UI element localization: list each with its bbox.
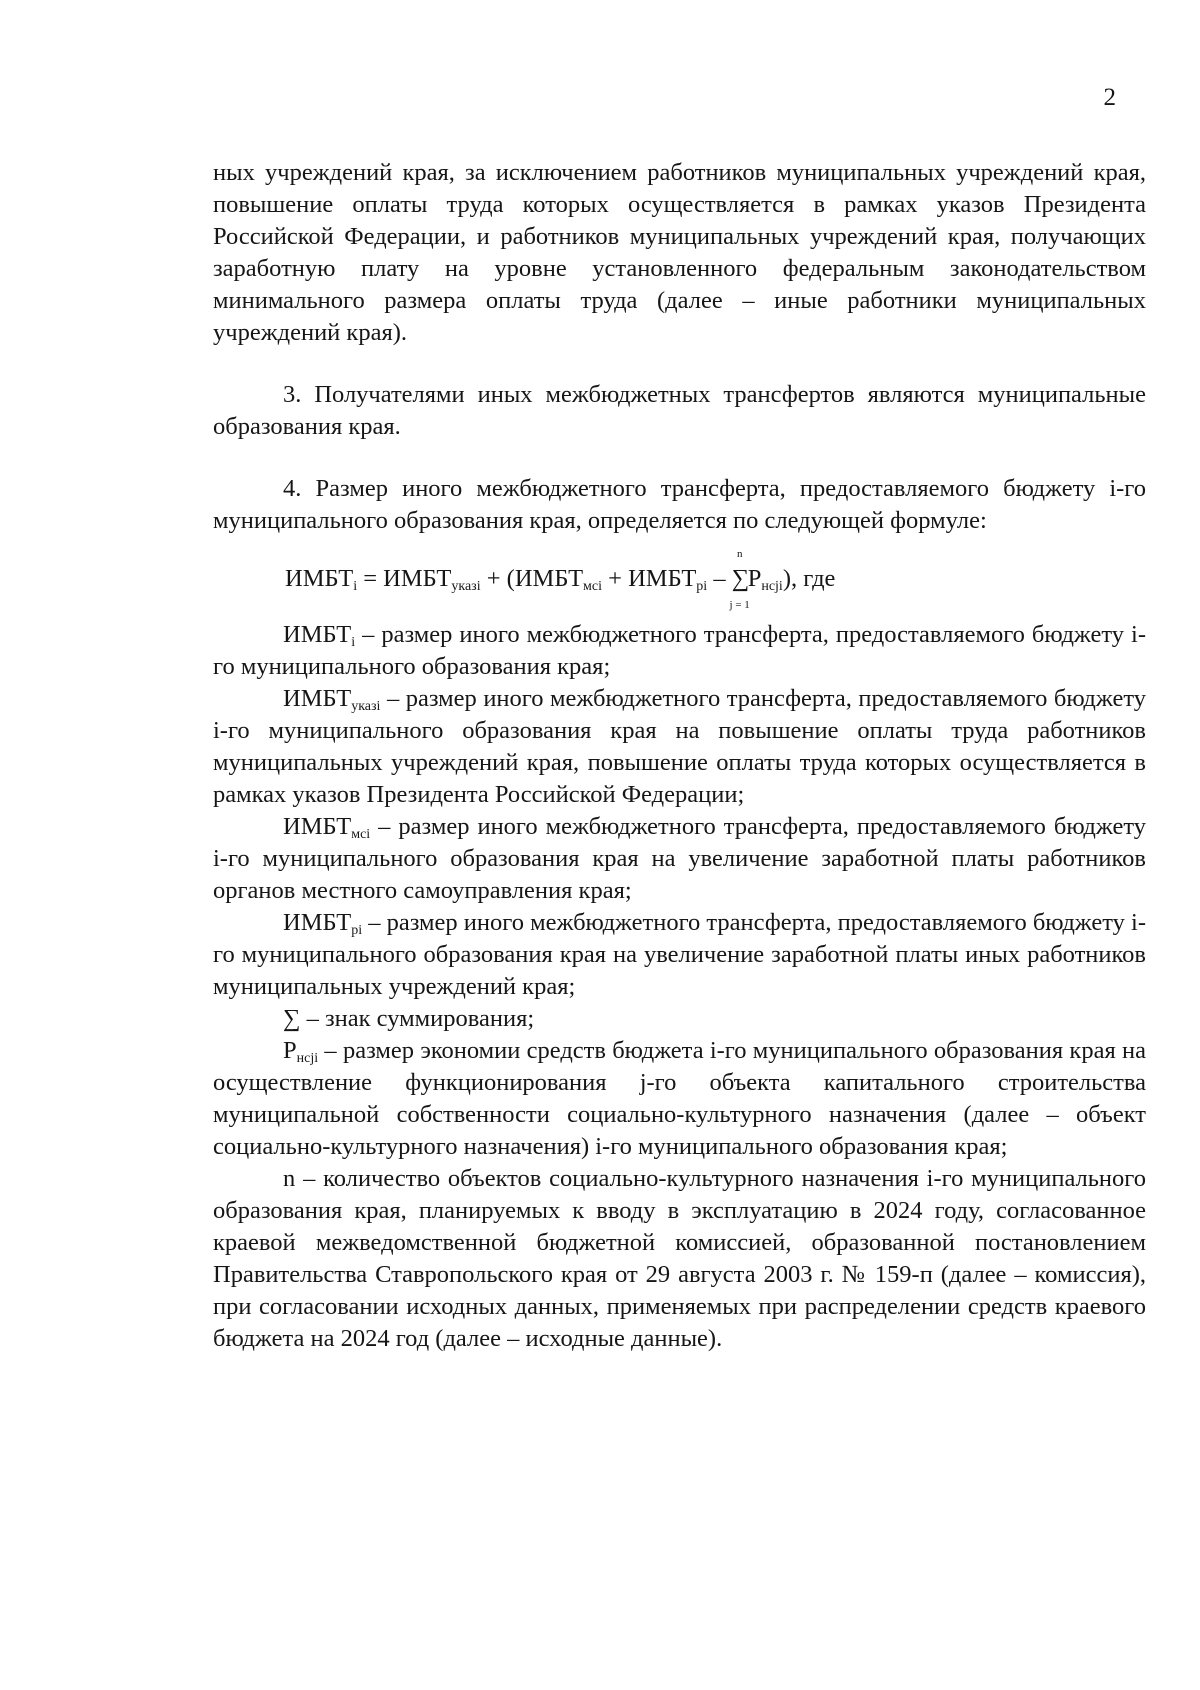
page-number: 2: [1103, 84, 1116, 111]
paragraph-continuation: ных учреждений края, за исключением работников муниципальных учреждений края, повышение оплаты труда которых осуществляется в рамках указов Президента Российской Федерации, и работников муниципальных учреждений края, получающих заработную плату на уровне установленного федеральным законодательством минимального размера оплаты труда (далее – иные работники муниципальных учреждений края).: [213, 159, 1146, 346]
sum-sign: n ∑ j = 1: [729, 548, 750, 611]
paragraph-3: 3. Получателями иных межбюджетных трансфертов являются муниципальные образования края.: [213, 381, 1146, 440]
definition-imbt-ms: $ИМБТ_{мсi}$ – размер иного межбюджетного трансферта, предоставляемого бюджету i-го муниципального образования края на увеличение заработной платы работников органов местного самоуправления края;: [213, 813, 1146, 904]
document-body: [213, 157, 1146, 1355]
formula-p-nsji: $Р_{нсji}$: [747, 565, 783, 594]
definition-imbt-p: $ИМБТ_{рi}$ – размер иного межбюджетного трансферта, предоставляемого бюджету i-го муниципального образования края на увеличение заработной платы иных работников муниципальных учреждений края;: [213, 909, 1147, 1000]
definition-p-nsji: $Р_{нсji}$ – размер экономии средств бюджета i-го муниципального образования края на осуществление функционирования j-го объекта капитального строительства муниципальной собственности социально-культурного назначения (далее – объект социально-культурного назначения) i-го муниципального образования края;: [213, 1037, 1146, 1160]
formula: $ИМБТ_i$ = $ИМБТ_{указi}$ + ($ИМБТ_{мсi}$ + $ИМБТ_{рi}$ – n ∑ j = 1 $Р_{нсji}$), где: [285, 548, 836, 611]
formula-imbt-ukaz: $ИМБТ_{указi}$: [383, 565, 481, 594]
formula-imbt-i: $ИМБТ_i$: [285, 565, 358, 594]
formula-imbt-p: $ИМБТ_{рi}$: [628, 565, 708, 594]
definition-imbt-ukaz: $ИМБТ_{указi}$ – размер иного межбюджетного трансферта, предоставляемого бюджету i-го муниципального образования края на повышение оплаты труда работников муниципальных учреждений края, повышение оплаты труда которых осуществляется в рамках указов Президента Российской Федерации;: [213, 685, 1146, 808]
definition-imbt-i: $ИМБТ_i$ – размер иного межбюджетного трансферта, предоставляемого бюджету i-го муниципального образования края;: [213, 621, 1146, 680]
definition-sum-sign: ∑ – знак суммирования;: [283, 1005, 535, 1032]
definition-n: n – количество объектов социально-культурного назначения i-го муниципального образования края, планируемых к вводу в эксплуатацию в 2024 году, согласованное краевой межведомственной бюджетной комиссией, образованной постановлением Правительства Ставропольского края от 29 августа 2003 г. № 159-п (далее – комиссия), при согласовании исходных данных, применяемых при распределении средств краевого бюджета на 2024 год (далее – исходные данные).: [213, 1165, 1146, 1352]
formula-imbt-ms: $ИМБТ_{мсi}$: [514, 565, 603, 594]
paragraph-4: 4. Размер иного межбюджетного трансферта, предоставляемого бюджету i-го муниципального образования края, определяется по следующей формуле:: [213, 475, 1146, 534]
